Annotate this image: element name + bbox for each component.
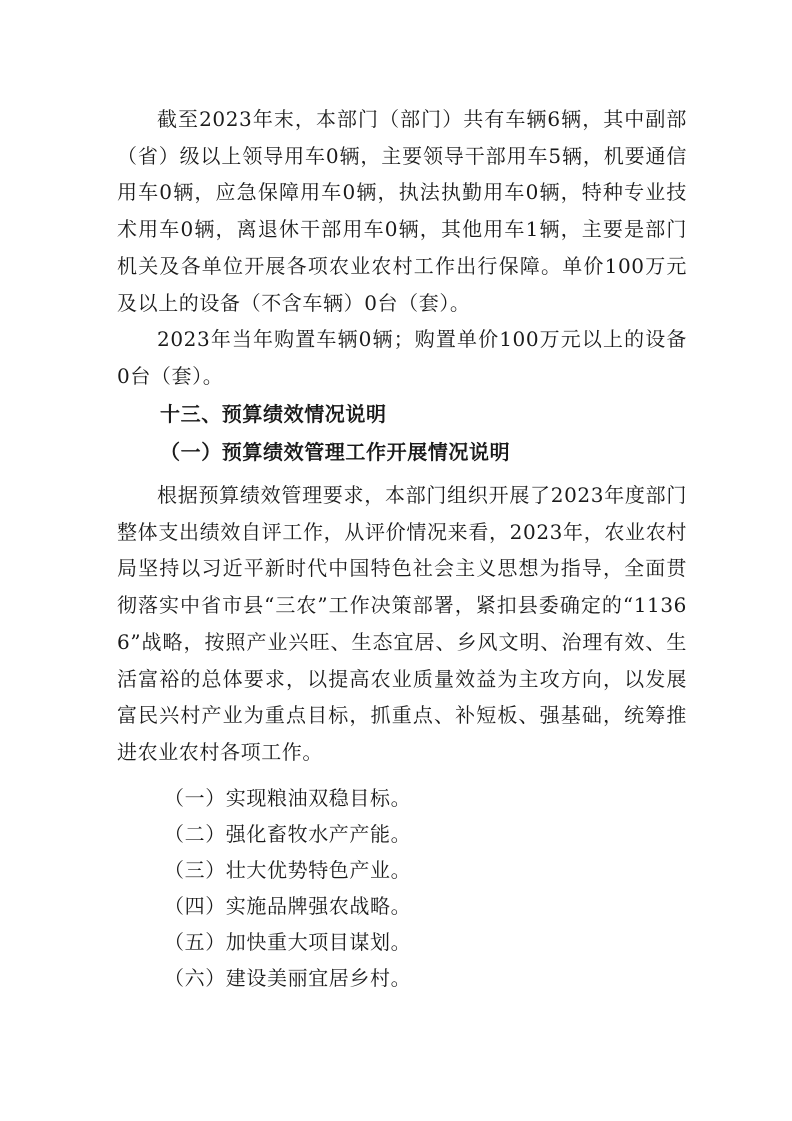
list-item: （四）实施品牌强农战略。: [164, 894, 412, 918]
list-item: （五）加快重大项目谋划。: [164, 930, 412, 954]
paragraph-vehicles: 截至2023年末，本部门（部门）共有车辆6辆，其中副部（省）级以上领导用车0辆，主要领导干部用车5辆，机要通信用车0辆，应急保障用车0辆，执法执勤用车0辆，特种专业技术用车0辆，离退休干部用车0辆，其他用车1辆，主要是部门机关及各单位开展各项农业农村工作出行保障。单价100万元及以上的设备（不含车辆）0台（套）。: [117, 107, 687, 315]
subsection-heading: （一）预算绩效管理工作开展情况说明: [160, 440, 511, 464]
list-item: （二）强化畜牧水产产能。: [164, 822, 412, 846]
paragraph-performance: 根据预算绩效管理要求，本部门组织开展了2023年度部门整体支出绩效自评工作，从评价情况来看，2023年，农业农村局坚持以习近平新时代中国特色社会主义思想为指导，全面贯彻落实中省市县“三农”工作决策部署，紧扣县委确定的“11366”战略，按照产业兴旺、生态宜居、乡风文明、治理有效、生活富裕的总体要求，以提高农业质量效益为主攻方向，以发展富民兴村产业为重点目标，抓重点、补短板、强基础，统筹推进农业农村各项工作。: [117, 483, 687, 764]
list-item: （一）实现粮油双稳目标。: [164, 786, 412, 810]
section-heading: 十三、预算绩效情况说明: [160, 402, 387, 426]
list-item: （六）建设美丽宜居乡村。: [164, 966, 412, 990]
paragraph-purchase: 2023年当年购置车辆0辆；购置单价100万元以上的设备0台（套）。: [117, 327, 687, 388]
list-item: （三）壮大优势特色产业。: [164, 858, 412, 882]
